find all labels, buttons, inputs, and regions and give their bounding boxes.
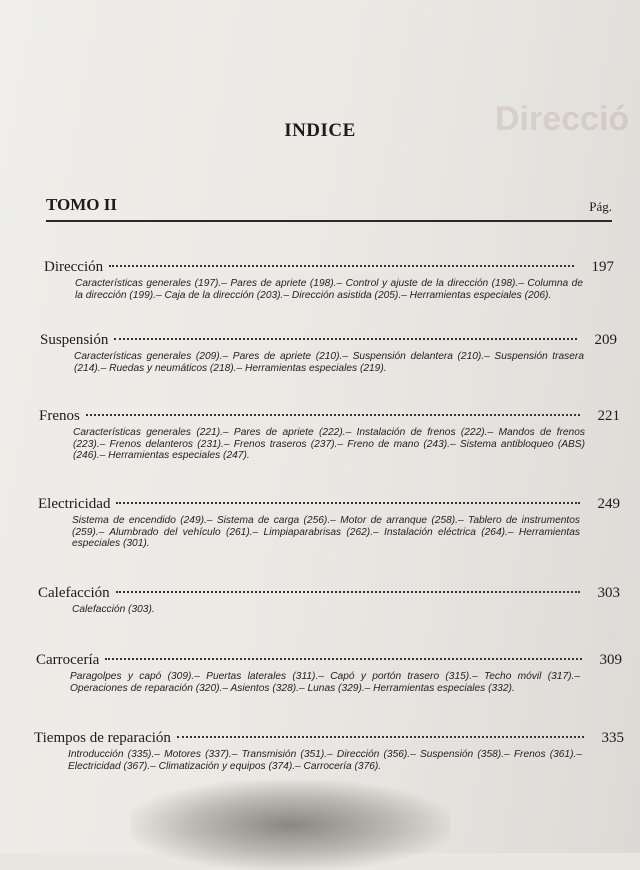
tomo-divider — [46, 220, 612, 222]
hand-shadow — [130, 780, 450, 870]
tomo-label: TOMO II — [46, 195, 118, 214]
toc-entry-page: 221 — [597, 408, 620, 424]
toc-entry-page: 249 — [597, 496, 620, 512]
page-column-header: Pág. — [589, 199, 612, 214]
toc-entry-description: Introducción (335).– Motores (337).– Transmisión (351).– Dirección (356).– Suspensión (358).– Frenos (361).– Electricidad (367).– Climatización y equipos (374).– Carrocería (376). — [68, 749, 582, 772]
toc-entry-page: 335 — [601, 730, 624, 746]
toc-entry-description: Características generales (209).– Pares de apriete (210).– Suspensión delantera (210).– Suspensión trasera (214).– Ruedas y neumáticos (218).– Herramientas especiales (219). — [74, 351, 584, 374]
toc-entry-description: Calefacción (303). — [72, 604, 155, 615]
dot-leader — [116, 502, 580, 504]
tomo-header — [46, 195, 612, 221]
toc-entry-description: Sistema de encendido (249).– Sistema de carga (256).– Motor de arranque (258).– Tablero de instrumentos (259).– Alumbrado del vehículo (261).– Limpiaparabrisas (262).– Instalación eléctrica (264).– Herramientas especiales (301). — [72, 515, 580, 550]
toc-entry-page: 303 — [597, 585, 620, 601]
toc-entry-title: Carrocería — [36, 652, 100, 668]
toc-entry-title: Dirección — [44, 259, 104, 275]
dot-leader — [116, 591, 580, 593]
toc-entry-suspension — [40, 332, 617, 374]
toc-entry-frenos — [39, 408, 620, 462]
toc-entry-carroceria — [36, 652, 622, 694]
dot-leader — [114, 338, 577, 340]
toc-entry-page: 209 — [594, 332, 617, 348]
dot-leader — [86, 414, 580, 416]
toc-entry-title: Frenos — [39, 408, 80, 424]
toc-entry-title: Suspensión — [40, 332, 109, 348]
dot-leader — [177, 736, 584, 738]
toc-entry-page: 309 — [599, 652, 622, 668]
toc-entry-tiempos-de-reparacion — [34, 730, 624, 772]
dot-leader — [105, 658, 582, 660]
bleed-through-heading: Direcció — [495, 100, 630, 138]
dot-leader — [109, 265, 574, 267]
toc-entry-description: Paragolpes y capó (309).– Puertas laterales (311).– Capó y portón trasero (315).– Techo móvil (317).– Operaciones de reparación (320).– Asientos (328).– Lunas (329).– Herramientas especiales (332). — [70, 671, 580, 694]
toc-entry-title: Calefacción — [38, 585, 110, 601]
toc-entry-electricidad — [38, 496, 620, 550]
toc-entry-description: Características generales (197).– Pares de apriete (198).– Control y ajuste de la dirección (198).– Columna de la dirección (199).– Caja de la dirección (203).– Dirección asistida (205).– Herramientas especiales (206). — [75, 278, 583, 301]
toc-entry-title: Electricidad — [38, 496, 111, 512]
index-title: INDICE — [284, 120, 356, 141]
toc-entry-calefaccion — [38, 585, 620, 616]
toc-entry-title: Tiempos de reparación — [34, 730, 171, 746]
toc-entry-description: Características generales (221).– Pares de apriete (222).– Instalación de frenos (222).– Mandos de frenos (223).– Frenos delanteros (231).– Frenos traseros (237).– Freno de mano (243).– Sistema antibloqueo (ABS) (246).– Herramientas especiales (247). — [73, 427, 585, 462]
toc-entry-direccion — [44, 259, 614, 301]
toc-entry-page: 197 — [591, 259, 614, 275]
